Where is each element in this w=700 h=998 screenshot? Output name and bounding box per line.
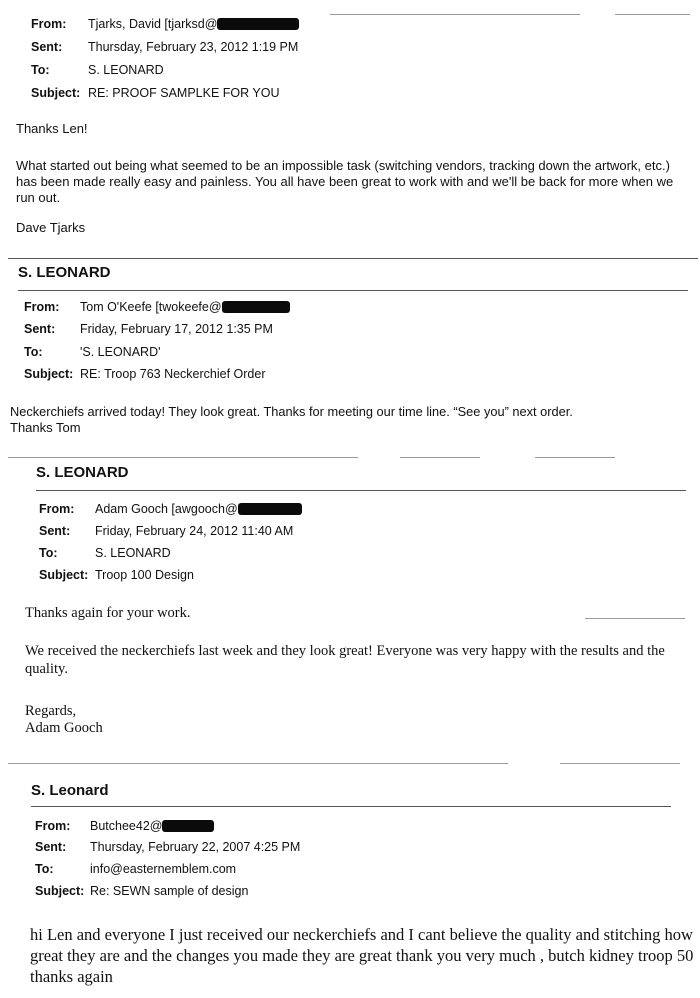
divider bbox=[585, 618, 685, 619]
divider bbox=[400, 457, 480, 458]
sent-label: Sent: bbox=[35, 840, 67, 854]
divider bbox=[8, 457, 358, 458]
from-value: Butchee42@ bbox=[90, 819, 214, 833]
to-label: To: bbox=[39, 546, 58, 560]
to-value: S. LEONARD bbox=[88, 63, 164, 77]
message-body: What started out being what seemed to be an impossible task (switching vendors, tracking down the artwork, etc.) has been made really easy and painless. You all have been great to work with and we'll be back for more when we run out. bbox=[16, 158, 674, 205]
redaction-bar bbox=[222, 301, 290, 313]
sent-label: Sent: bbox=[39, 524, 71, 538]
redaction-bar bbox=[162, 820, 214, 832]
subject-label: Subject: bbox=[31, 86, 81, 100]
recipient-heading: S. LEONARD bbox=[36, 464, 129, 481]
to-label: To: bbox=[35, 862, 54, 876]
message-body: We received the neckerchiefs last week and they look great! Everyone was very happy with the results and the quality. bbox=[25, 643, 665, 677]
divider bbox=[31, 806, 671, 807]
divider bbox=[330, 14, 580, 15]
sent-label: Sent: bbox=[24, 322, 56, 336]
message-body: hi Len and everyone I just received our neckerchiefs and I cant believe the quality and stitching how great they are and the changes you made they are great thank you very much , butch kidney troop 50 thanks again bbox=[30, 925, 694, 986]
from-value: Tom O'Keefe [twokeefe@ bbox=[80, 300, 290, 314]
sent-value: Thursday, February 22, 2007 4:25 PM bbox=[90, 840, 301, 854]
signature: Adam Gooch bbox=[25, 720, 103, 736]
sent-value: Friday, February 24, 2012 11:40 AM bbox=[95, 524, 294, 538]
subject-label: Subject: bbox=[24, 367, 74, 381]
subject-value: Re: SEWN sample of design bbox=[90, 884, 249, 898]
subject-value: RE: Troop 763 Neckerchief Order bbox=[80, 367, 266, 381]
divider bbox=[8, 258, 698, 259]
from-label: From: bbox=[31, 17, 67, 31]
message-line: Thanks again for your work. bbox=[25, 605, 191, 621]
subject-label: Subject: bbox=[35, 884, 85, 898]
to-label: To: bbox=[24, 345, 43, 359]
from-label: From: bbox=[35, 819, 71, 833]
recipient-heading: S. Leonard bbox=[31, 782, 109, 799]
to-value: info@easternemblem.com bbox=[90, 862, 237, 876]
redaction-bar bbox=[238, 503, 302, 515]
message-body: Neckerchiefs arrived today! They look great. Thanks for meeting our time line. “See you” next order. bbox=[10, 404, 573, 419]
divider bbox=[535, 457, 615, 458]
divider bbox=[8, 763, 508, 764]
from-value: Tjarks, David [tjarksd@ bbox=[88, 17, 299, 31]
from-label: From: bbox=[39, 502, 75, 516]
from-value: Adam Gooch [awgooch@ bbox=[95, 502, 302, 516]
divider bbox=[36, 490, 686, 491]
subject-value: RE: PROOF SAMPLKE FOR YOU bbox=[88, 86, 280, 100]
signature: Dave Tjarks bbox=[16, 220, 86, 235]
from-label: From: bbox=[24, 300, 60, 314]
subject-label: Subject: bbox=[39, 568, 89, 582]
to-value: S. LEONARD bbox=[95, 546, 171, 560]
divider bbox=[560, 763, 680, 764]
recipient-heading: S. LEONARD bbox=[18, 264, 111, 281]
divider bbox=[18, 290, 688, 291]
sent-value: Thursday, February 23, 2012 1:19 PM bbox=[88, 40, 299, 54]
to-label: To: bbox=[31, 63, 50, 77]
subject-value: Troop 100 Design bbox=[95, 568, 194, 582]
sent-label: Sent: bbox=[31, 40, 63, 54]
to-value: 'S. LEONARD' bbox=[80, 345, 161, 359]
closing: Regards, bbox=[25, 703, 77, 719]
divider bbox=[615, 14, 690, 15]
sent-value: Friday, February 17, 2012 1:35 PM bbox=[80, 322, 273, 336]
redaction-bar bbox=[217, 18, 299, 30]
signature: Thanks Tom bbox=[10, 420, 81, 435]
greeting: Thanks Len! bbox=[16, 121, 88, 136]
